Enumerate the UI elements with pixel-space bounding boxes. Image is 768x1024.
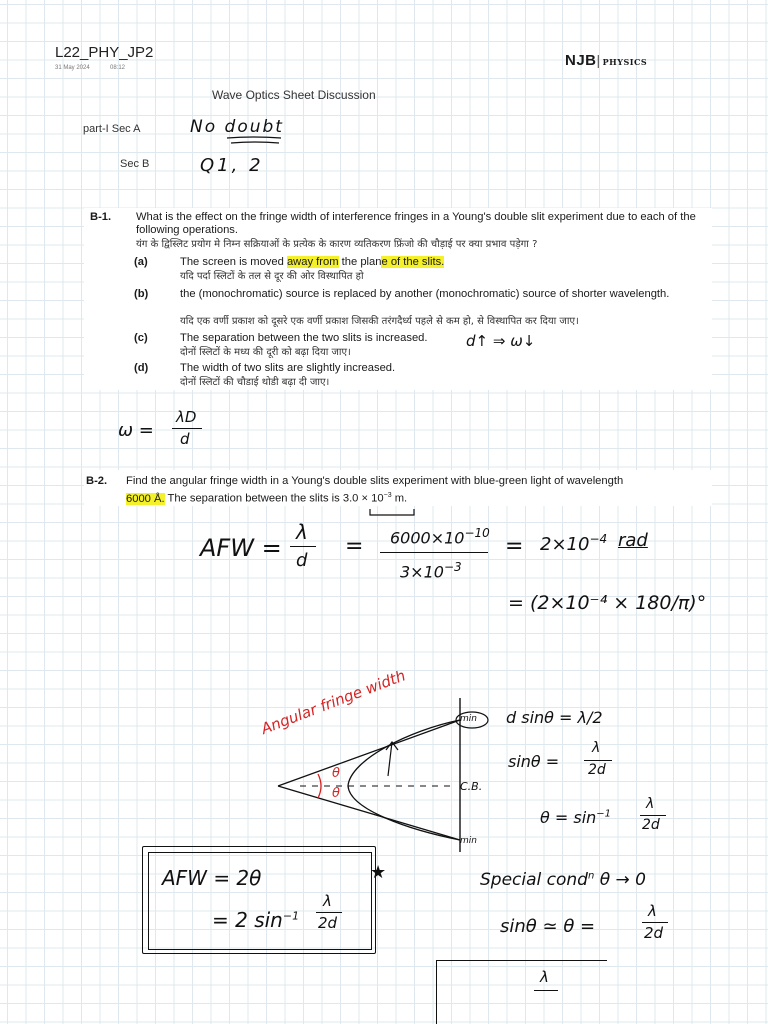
logo-sub: PHYSICS [602, 57, 648, 67]
afw-frac2-num [390, 526, 490, 547]
afw-lhs: AFW = [200, 534, 282, 562]
b2-number: B-2. [86, 475, 108, 487]
b1-option-c: The separation between the two slits is increased. [180, 332, 428, 344]
afw-result-box-outer [142, 846, 376, 954]
bottom-box-bar [534, 990, 558, 991]
highlight-of-slits: e of the slits. [381, 256, 445, 268]
derivation-line3-den: 2d [642, 817, 660, 833]
b1-option-d-hindi: दोनों स्लिटों की चौडाई थोडी बढ़ा दी जाए। [180, 377, 330, 388]
central-bright-label: C.B. [460, 780, 483, 793]
derivation-line2-bar [584, 760, 612, 761]
b1-option-c-annotation: d↑ ⇒ ω↓ [466, 332, 536, 350]
b1-option-c-hindi: दोनों स्लिटों के मध्य की दूरी को बढ़ा दिया जाए। [180, 347, 351, 358]
min-top-label: min [460, 714, 477, 724]
afw-eq2: = [505, 534, 524, 559]
b2-exponent: −3 [383, 492, 392, 499]
special-bar [642, 922, 668, 923]
b1-option-a-hindi: यदि पर्दा स्लिटों के तल से दूर की ओर विस्थापित हो [180, 271, 364, 282]
theta-top: θ [332, 766, 340, 781]
topic-heading: Wave Optics Sheet Discussion [212, 88, 376, 102]
afw-frac1-den: d [296, 550, 308, 571]
fw-fraction-bar [172, 428, 202, 429]
special-den: 2d [644, 924, 664, 942]
special-num: λ [648, 902, 657, 920]
afw-degree-line: = (2×10⁻⁴ × 180/π)° [508, 592, 707, 614]
b1-number: B-1. [90, 211, 112, 223]
boxed-bar [316, 912, 342, 913]
afw-result-exp: −4 [589, 532, 608, 546]
b1-question: What is the effect on the fringe width of interference fringes in a Young's double slit experiment due to each of the following operations. [136, 211, 696, 237]
b1-option-a-text: The screen is moved [180, 256, 287, 268]
derivation-line1: d sinθ = λ/2 [506, 708, 603, 727]
highlight-away-from: away from [286, 256, 339, 268]
b1-option-c-label: (c) [134, 332, 148, 344]
special-line1-end: θ → 0 [594, 870, 646, 890]
b1-question-hindi: यंग के द्विस्लिट प्रयोग मे निम्न सक्रियाओं के प्रत्येक के कारण व्यतिकरण फ्रिंजो की चौड़ाई पर क्या प्रभाव पड़ेगा ? [136, 239, 538, 250]
page-time: 08:12 [110, 65, 126, 71]
b1-option-d-label: (d) [134, 362, 149, 374]
special-line1-sup: n [587, 870, 595, 882]
b1-option-b: the (monochromatic) source is replaced by another (monochromatic) source of shorter wavelength. [180, 288, 670, 300]
boxed-line1: AFW = 2θ [162, 866, 262, 890]
derivation-line3-text: θ = sin [540, 808, 597, 827]
b2-line2-end: m. [391, 492, 408, 505]
derivation-line3-exp: −1 [596, 808, 612, 820]
highlight-wavelength: 6000 Å. [126, 492, 165, 505]
afw-frac2-num-text: 6000×10 [390, 528, 465, 548]
b2-line1: Find the angular fringe width in a Young's double slits experiment with blue-green light of wavelength [126, 475, 624, 487]
afw-frac2-den-exp: −3 [443, 560, 462, 574]
bottom-partial-box [436, 960, 607, 1024]
boxed-den: 2d [318, 914, 338, 932]
underline-mark [225, 135, 285, 145]
fw-formula-lhs: ω = [118, 420, 154, 441]
b1-option-d: The width of two slits are slightly increased. [180, 362, 396, 374]
page-title: L22_PHY_JP2 [55, 44, 154, 61]
derivation-line3-num: λ [646, 796, 655, 812]
special-line2-lhs: sinθ ≃ θ = [500, 916, 596, 937]
afw-eq1: = [345, 534, 364, 559]
question-b2 [84, 470, 712, 506]
b1-option-a-mid: the plan [338, 256, 382, 268]
star-icon: ★ [370, 862, 387, 882]
b2-line2 [126, 489, 407, 506]
afw-result [540, 532, 607, 555]
derivation-line2-den: 2d [588, 762, 606, 778]
afw-frac2-bar [380, 552, 488, 553]
boxed-num: λ [323, 892, 332, 910]
special-line1-text: Special cond [480, 870, 588, 890]
afw-unit: rad [618, 530, 648, 551]
afw-frac2-den-text: 3×10 [400, 562, 444, 582]
min-bottom-label: min [460, 836, 477, 846]
fw-formula-den: d [180, 430, 190, 448]
sec-a-label: part-I Sec A [83, 123, 141, 135]
afw-frac1-bar [290, 546, 316, 547]
boxed-line2 [212, 908, 299, 932]
b2-line2-text: The separation between the slits is 3.0 × 10 [164, 492, 384, 505]
boxed-line2-exp: −1 [282, 909, 300, 923]
sec-a-note: No doubt [190, 117, 284, 137]
b1-option-a-label: (a) [134, 256, 148, 268]
afw-frac2-num-exp: −10 [464, 526, 490, 540]
angular-width-label: Angular fringe width [258, 666, 408, 738]
logo: NJB| PHYSICS [565, 52, 648, 69]
b1-option-b-hindi: यदि एक वर्णी प्रकाश को दूसरे एक वर्णी प्रकाश जिसकी तरंगदैर्ध्य पहले से कम हो, से विस्थापित कर दिया जाए। [180, 316, 579, 327]
b1-option-b-label: (b) [134, 288, 149, 300]
afw-result-text: 2×10 [540, 534, 590, 555]
special-line1 [480, 870, 646, 890]
sec-b-note: Q1, 2 [200, 155, 264, 176]
derivation-line3 [540, 808, 611, 827]
brace-mark [368, 505, 418, 519]
b1-option-a [180, 256, 708, 269]
bottom-box-num: λ [540, 968, 549, 986]
fw-formula-num: λD [176, 408, 197, 426]
sec-b-label: Sec B [120, 158, 150, 170]
afw-frac1-num: λ [296, 520, 308, 544]
logo-text: NJB [565, 52, 597, 69]
theta-bottom: θ [332, 786, 340, 801]
afw-frac2-den [400, 560, 462, 581]
derivation-line2-num: λ [592, 740, 601, 756]
page-date: 31 May 2024 [55, 65, 90, 71]
question-b1 [84, 208, 712, 390]
derivation-line3-bar [640, 815, 666, 816]
boxed-line2-text: = 2 sin [212, 908, 283, 932]
derivation-line2-lhs: sinθ = [508, 752, 560, 771]
